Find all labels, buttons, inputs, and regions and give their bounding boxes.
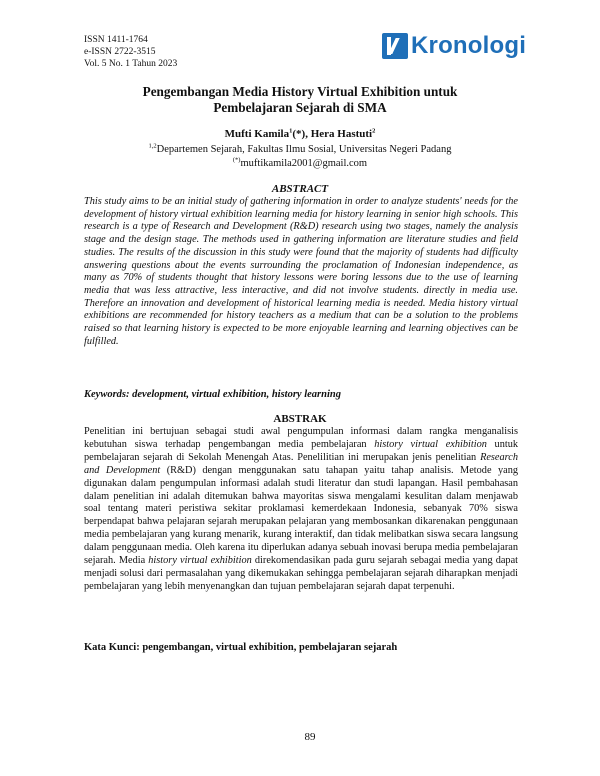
email-text: muftikamila2001@gmail.com [240,158,368,169]
abstrak-part-2: untuk pembelajaran sejarah di Sekolah Menengah Atas. Penelilitian ini merupakan jenis penelitian [84,438,519,463]
author-1-mark: (*) [292,128,306,140]
abstrak-italic-1: history virtual exhibition [374,438,487,450]
affiliation-text: Departemen Sejarah, Fakultas Ilmu Sosial, Universitas Negeri Padang [156,144,452,155]
abstrak-part-3: (R&D) dengan menggunakan satu tahapan yaitu tahap analisis. Metode yang digunakan dalam pengumpulan informasi adalah studi literatur dan studi lapangan. Hasil pembahasan dalam penelitian ini adalah ditemukan bahwa mayoritas siswa mengalami kesulitan dalam menjawab soal tentang materi peristiwa sekitar proklamasi kemerdekaan Indonesia, sebanyak 70% siswa berpendapat bahwa pelajaran sejarah merupakan pelajaran yang membosankan dikarenakan penggunaan media pembelajaran yang kurang menarik, kurang interaktif, dan tidak melibatkan siswa secara langsung dalam penggunaan media. Oleh karena itu diperlukan adanya sebuah inovasi berupa media pembelajaran sejarah. Media [84,464,518,567]
abstrak-part-1: Penelitian ini bertujuan sebagai studi awal pengumpulan informasi dalam rangka menganalisis kebutuhan siswa terhadap pengembangan media pembelajaran [84,426,518,450]
author-2: Hera Hastuti [310,128,373,140]
journal-header [84,34,177,70]
kata-kunci: Kata Kunci: pengembangan, virtual exhibition, pembelajaran sejarah [84,642,398,653]
affiliation [0,144,600,155]
title-line-2: Pembelajaran Sejarah di SMA [213,100,387,115]
email-sup: (*) [232,156,241,164]
title-line-1: Pengembangan Media History Virtual Exhibition untuk [142,84,458,99]
journal-logo [382,32,526,60]
kronologi-logo-icon [382,33,408,59]
abstrak-italic-2: Research and Development [84,451,518,476]
abstrak-text [84,426,518,594]
abstrak-heading: ABSTRAK [273,413,327,425]
abstract-heading: ABSTRACT [271,183,329,195]
authors: Mufti Kamila$^1$(*), Hera Hastuti$^2$ [224,127,376,140]
eissn: e-ISSN 2722-3515 [84,47,156,57]
abstrak-italic-3: history virtual exhibition [148,555,252,567]
issn: ISSN 1411-1764 [84,35,148,45]
paper-title [0,84,600,116]
abstract-text: This study aims to be an initial study of gathering information in order to analyze students' needs for the development of history virtual exhibition learning media for history learning in senior high schools. This research is a type of Research and Development (R&D) research using two stages, namely the analysis stage and the design stage. The methods used in gathering information are literature studies and field studies. The results of the discussion in this study were found that the majority of students had difficulty answering questions about the events surrounding the proclamation of Indonesian independence, as many as 70% of students thought that history lessons were boring lessons due to the use of learning media that was less attractive, less interactive, and did not involve students. directly in media use. Therefore an innovation and development of historical learning media is needed. Media history virtual exhibitions are recommended for history teachers as a medium that can be a solution to the problems raised so that learning history is expected to be more enjoyable learning and learning objectives can be fulfilled. [84,196,518,347]
author-email [0,158,600,169]
volume-info: Vol. 5 No. 1 Tahun 2023 [84,59,178,69]
affiliation-sup: 1,2 [148,142,157,150]
author-2-sup: 2 [372,127,376,135]
keywords: Keywords: development, virtual exhibition, history learning [84,389,341,400]
author-1-sup: 1 [289,127,293,135]
author-1: Mufti Kamila [224,128,290,140]
abstrak-part-4: direkomendasikan pada guru sejarah sebagai media yang dapat menjadi solusi dari permasalahan yang dikemukakan sehingga pembelajaran sejarah diharapkan menjadi pembelajaran yang lebih menyenangkan dan tujuan pembelajaran sejarah dapat terpenuhi. [84,555,519,592]
logo-text: Kronologi [411,32,527,59]
page-number: 89 [304,731,316,743]
